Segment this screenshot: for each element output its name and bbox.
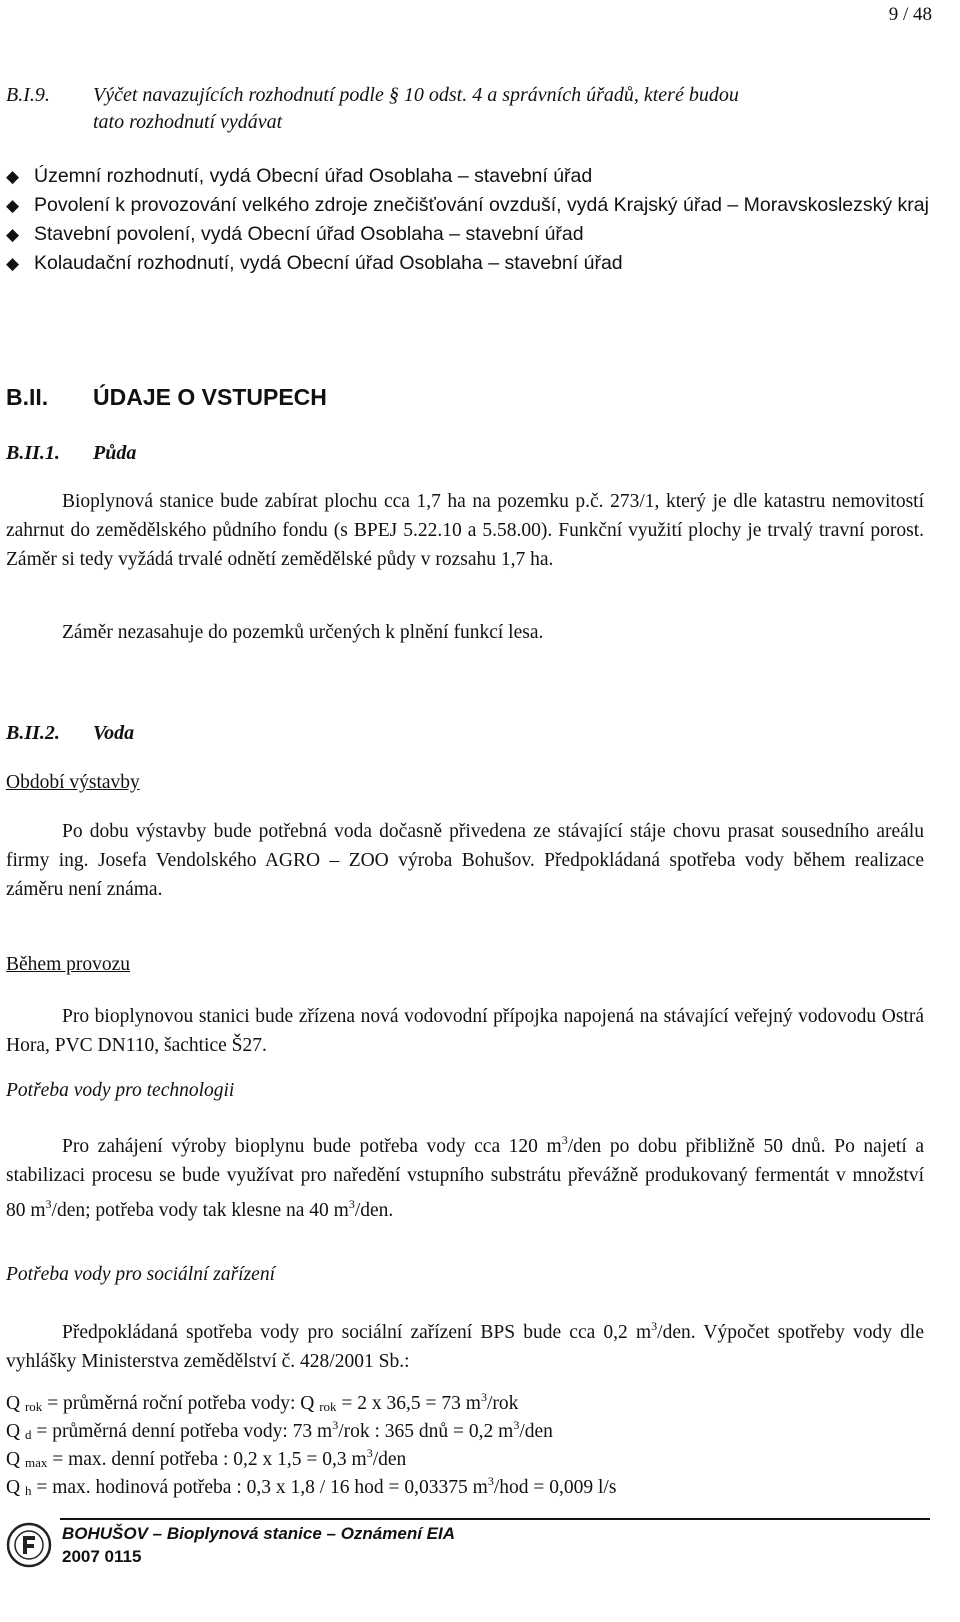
formula-q-h: Q $_h$ = max. hodinová potřeba : 0,3 x 1,8 / 16 hod = 0,03375 $m^3$/hod = 0,009 l/s [6,1474,617,1498]
subheading-social-water: Potřeba vody pro sociální zařízení [6,1264,276,1285]
subheading-operation: Během provozu [6,954,131,975]
section-title-b19-line2: tato rozhodnutí vydávat [93,111,283,133]
diamond-bullet-icon: ◆ [6,254,20,273]
authority-list [6,162,932,278]
section-title-b22: Voda [93,722,135,744]
footer-code: 2007 0115 [62,1547,142,1566]
section-title-b19-line1: Výčet navazujících rozhodnutí podle § 10 odst. 4 a správních úřadů, které budou [93,84,739,106]
section-number-b22: B.II.2. [6,722,60,744]
section-number-b2: B.II. [6,384,49,410]
formula-q-d: Q $_d$ = průměrná denní potřeba vody: 73 $m^3$/rok : 365 dnů = 0,2 $m^3$/den [6,1418,553,1442]
subheading-technology-water: Potřeba vody pro technologii [6,1080,235,1101]
company-logo-icon [6,1522,52,1568]
list-item: ◆ Kolaudační rozhodnutí, vydá Obecní úřad Osoblaha – stavební úřad [6,249,932,278]
diamond-bullet-icon: ◆ [6,196,20,215]
section-title-b21: Půda [93,442,137,464]
section-title-b2: ÚDAJE O VSTUPECH [93,384,327,410]
formula-q-max: Q $_{max}$ = max. denní potřeba : 0,2 x 1,5 = 0,3 $m^3$/den [6,1446,407,1470]
subheading-construction: Období výstavby [6,772,140,793]
diamond-bullet-icon: ◆ [6,225,20,244]
section-number-b21: B.II.1. [6,442,60,464]
technology-water-paragraph: Pro zahájení výroby bioplynu bude potřeba vody cca 120 $m^3$/den po dobu přibližně 50 dnů. Po najetí a stabilizaci procesu se bude využívat pro naředění vstupního substrátu převážně produkovaný fermentát v množství 80 $m^3$/den; potřeba vody tak klesne na 40 $m^3$/den. [6,1133,924,1221]
page-number: 9 / 48 [888,4,932,25]
footer-title: BOHUŠOV – Bioplynová stanice – Oznámení EIA [62,1524,455,1543]
diamond-bullet-icon: ◆ [6,167,20,186]
list-item: ◆ Územní rozhodnutí, vydá Obecní úřad Osoblaha – stavební úřad [6,162,932,191]
list-item: ◆ Povolení k provozování velkého zdroje znečišťování ovzduší, vydá Krajský úřad – Moravskoslezský kraj [6,191,932,220]
construction-paragraph: Po dobu výstavby bude potřebná voda dočasně přivedena ze stávající stáje chovu prasat sousedního areálu firmy ing. Josefa Vendolského AGRO – ZOO výroba Bohušov. Předpokládaná spotřeba vody během realizace záměru není známa. [6,821,924,900]
social-water-paragraph: Předpokládaná spotřeba vody pro sociální zařízení BPS bude cca 0,2 $m^3$/den. Výpočet spotřeby vody dle vyhlášky Ministerstva zemědělství č. 428/2001 Sb.: [6,1319,924,1372]
formula-q-rok: Q $_{rok}$ = průměrná roční potřeba vody: Q $_{rok}$ = 2 x 36,5 = 73 $m^3$/rok [6,1390,519,1414]
list-item: ◆ Stavební povolení, vydá Obecní úřad Osoblaha – stavební úřad [6,220,932,249]
forest-paragraph: Záměr nezasahuje do pozemků určených k plnění funkcí lesa. [62,622,544,643]
footer-rule [60,1518,930,1520]
section-number-b19: B.I.9. [6,84,50,106]
operation-paragraph: Pro bioplynovou stanici bude zřízena nová vodovodní přípojka napojená na stávající veřejný vodovodu Ostrá Hora, PVC DN110, šachtice Š27. [6,1006,924,1056]
soil-paragraph: Bioplynová stanice bude zabírat plochu cca 1,7 ha na pozemku p.č. 273/1, který je dle katastru nemovitostí zahrnut do zemědělského půdního fondu (s BPEJ 5.22.10 a 5.58.00). Funkční využití plochy je trvalý travní porost. Záměr si tedy vyžádá trvalé odnětí zemědělské půdy v rozsahu 1,7 ha. [6,491,924,570]
